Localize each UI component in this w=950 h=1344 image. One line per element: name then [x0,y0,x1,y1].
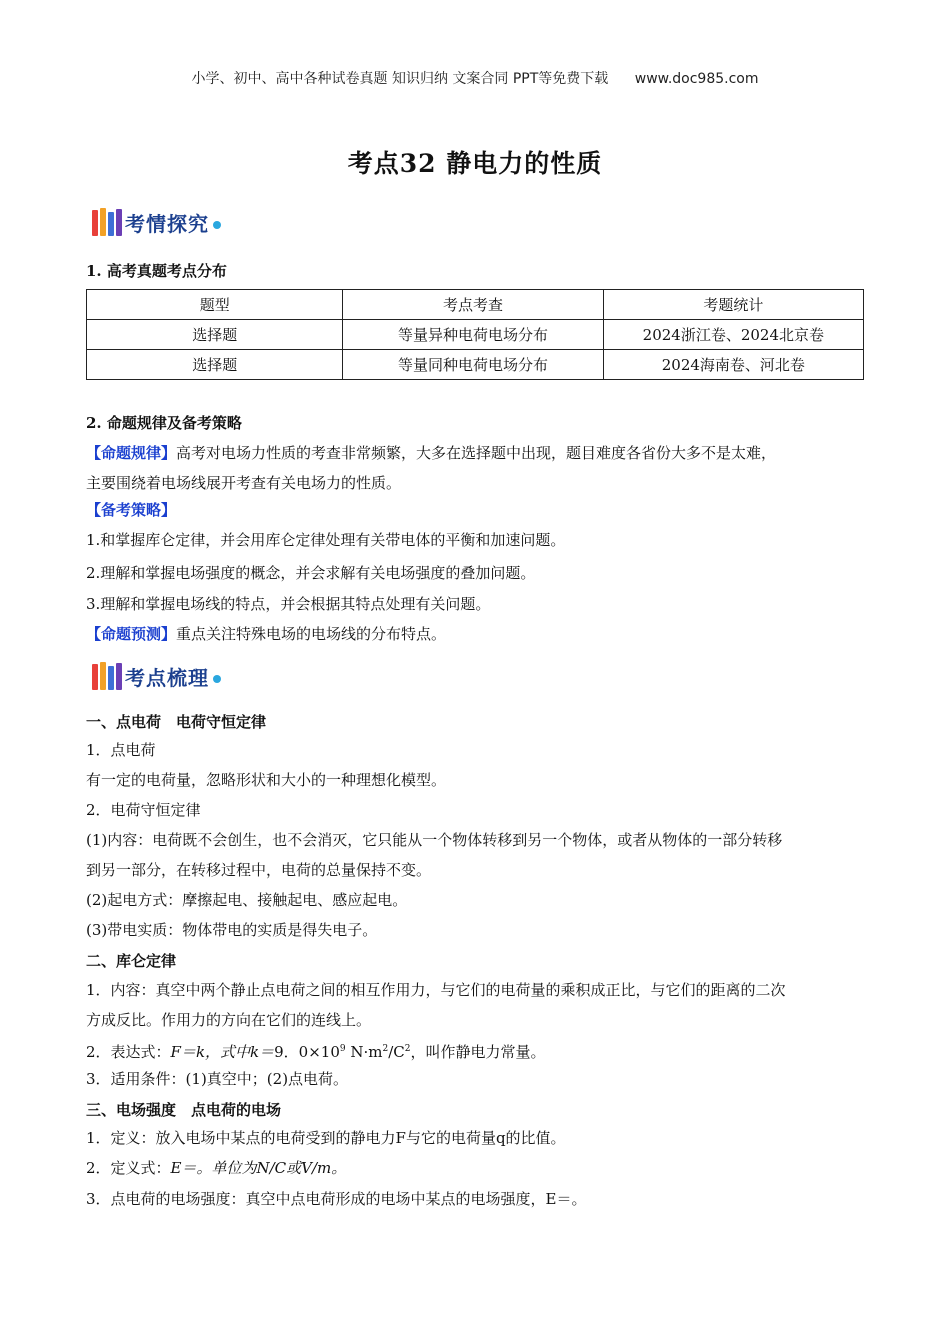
exponent: 2 [404,1044,411,1054]
table-cell: 选择题 [87,320,343,350]
banner-title: 考情探究 [125,211,209,236]
text-line: 3．点电荷的电场强度：真空中点电荷形成的电场中某点的电场强度，E＝。 [86,1190,587,1208]
column-header: 考点考查 [343,290,603,320]
table-cell: 等量异种电荷电场分布 [343,320,603,350]
banner-title: 考点梳理 [125,665,209,690]
part1-heading: 一、点电荷 电荷守恒定律 [86,713,267,731]
rule-text-line-2: 主要围绕着电场线展开考查有关电场力的性质。 [86,474,402,492]
section-heading-strategy: 2. 命题规律及备考策略 [86,414,242,432]
table-cell: 2024海南卷、河北卷 [603,350,863,380]
formula-prefix: 2．定义式： [86,1159,171,1177]
text-line: 1．点电荷 [86,741,156,759]
predict-text: 重点关注特殊电场的电场线的分布特点。 [176,625,447,643]
coulomb-formula: F＝k，式中k＝ [170,1043,275,1061]
coulomb-formula-line [86,1039,866,1062]
predict-line [86,624,866,644]
formula-prefix: 2．表达式： [86,1043,171,1061]
text-line: 2．电荷守恒定律 [86,801,201,819]
text-line: (1)内容：电荷既不会创生，也不会消灭，它只能从一个物体转移到另一个物体，或者从物体的一部分转移 [86,831,783,849]
header-text: 小学、初中、高中各种试卷真题 知识归纳 文案合同 PPT等免费下载 [191,71,609,87]
constant-value: 9．0×10 [274,1043,340,1061]
text-line: 方成反比。作用力的方向在它们的连线上。 [86,1011,372,1029]
section-banner-exam-analysis [92,205,221,239]
column-header: 题型 [87,290,343,320]
table-cell: 选择题 [87,350,343,380]
table-cell: 等量同种电荷电场分布 [343,350,603,380]
exam-distribution-table [86,289,864,380]
formula-suffix: ，叫作静电力常量。 [410,1043,546,1061]
part2-heading: 二、库仑定律 [86,952,177,970]
definition-formula-line [86,1158,866,1178]
table-row [87,350,864,380]
strategy-item: 3.理解和掌握电场线的特点，并会根据其特点处理有关问题。 [86,595,491,613]
section-banner-knowledge-review [92,659,221,693]
strategy-tag: 【备考策略】 [86,501,177,519]
dot-icon [213,221,221,229]
text-line: (3)带电实质：物体带电的实质是得失电子。 [86,921,378,939]
page-header [0,68,950,88]
dot-icon [213,675,221,683]
unit-part: N·m [345,1043,383,1061]
table-header-row [87,290,864,320]
header-url[interactable]: www.doc985.com [634,71,759,87]
text-line: 1．定义：放入电场中某点的电荷受到的静电力F与它的电荷量q的比值。 [86,1129,566,1147]
text-line: (2)起电方式：摩擦起电、接触起电、感应起电。 [86,891,408,909]
table-cell: 2024浙江卷、2024北京卷 [603,320,863,350]
part3-heading: 三、电场强度 点电荷的电场 [86,1101,282,1119]
field-formula: E＝。单位为N/C或V/m。 [170,1159,347,1177]
exponent: 2 [382,1044,389,1054]
section-heading-distribution: 1. 高考真题考点分布 [86,262,227,280]
column-header: 考题统计 [603,290,863,320]
rule-paragraph-line [86,443,866,463]
text-line: 有一定的电荷量，忽略形状和大小的一种理想化模型。 [86,771,447,789]
predict-tag: 【命题预测】 [86,625,177,643]
text-line: 到另一部分，在转移过程中，电荷的总量保持不变。 [86,861,432,879]
text-line: 1．内容：真空中两个静止点电荷之间的相互作用力，与它们的电荷量的乘积成正比，与它们的距离的二次 [86,981,786,999]
exponent: 9 [339,1044,346,1054]
strategy-item: 2.理解和掌握电场强度的概念，并会求解有关电场强度的叠加问题。 [86,564,536,582]
books-icon [92,662,122,690]
rule-tag: 【命题规律】 [86,444,177,462]
page-title: 考点32 静电力的性质 [347,149,603,178]
text-line: 3．适用条件：(1)真空中；(2)点电荷。 [86,1070,349,1088]
table-row [87,320,864,350]
rule-text: 高考对电场力性质的考查非常频繁，大多在选择题中出现，题目难度各省份大多不是太难， [176,444,777,462]
books-icon [92,208,122,236]
strategy-item: 1.和掌握库仑定律，并会用库仑定律处理有关带电体的平衡和加速问题。 [86,531,566,549]
unit-part: /C [388,1043,405,1061]
strategy-tag-line [86,500,866,520]
